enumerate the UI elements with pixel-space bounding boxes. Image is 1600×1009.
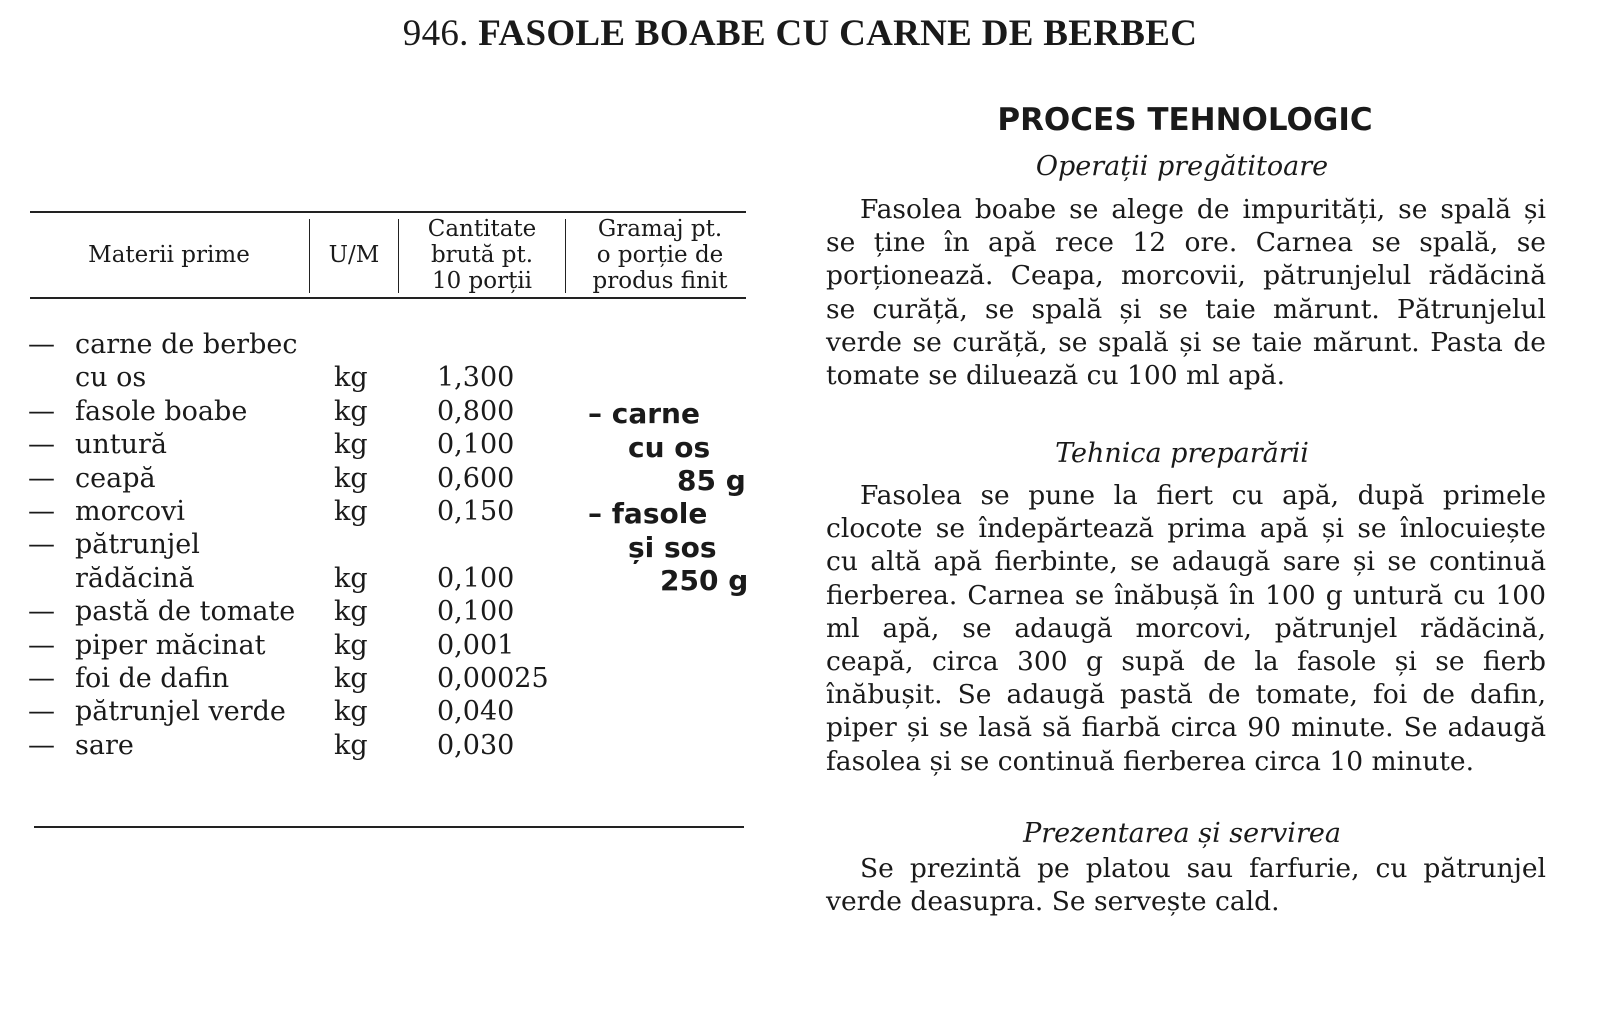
row-dash: — [28,395,55,427]
column-divider [565,219,566,293]
header-materials: Materii prime [88,242,250,268]
portion-beans-label: – fasole [588,497,708,530]
ingredient-unit: kg [334,362,368,394]
ingredient-quantity: 1,300 [437,362,515,394]
ingredient-name: fasole boabe [75,395,248,427]
ingredient-quantity: 0,00025 [437,662,549,694]
recipe-title [0,12,1600,55]
table-row [0,662,760,695]
ingredient-quantity: 0,600 [437,462,515,494]
ingredient-unit: kg [334,395,368,427]
process-title: PROCES TEHNOLOGIC [997,102,1373,138]
portion-meat-sublabel: cu os [628,431,711,464]
ingredient-name: carne de berbec [75,329,298,360]
portion-beans-weight: 250 g [660,564,749,597]
ingredient-name: untură [75,429,168,461]
ingredient-quantity: 0,100 [437,562,515,594]
ingredient-unit: kg [334,596,368,628]
ingredient-quantity: 0,001 [437,629,515,661]
header-portion-weight: Gramaj pt. o porție de produs finit [592,216,728,294]
header-unit: U/M [328,242,380,268]
portion-meat-weight: 85 g [677,464,746,497]
ingredient-unit: kg [334,429,368,461]
ingredient-quantity: 0,030 [437,729,515,761]
ingredient-quantity: 0,100 [437,429,515,461]
row-dash: — [28,662,55,694]
ingredient-name: piper măcinat [75,629,266,661]
ingredient-quantity: 0,100 [437,596,515,628]
column-divider [398,219,399,293]
table-header-rule [30,297,746,299]
row-dash: — [28,696,55,728]
row-dash: — [28,629,55,661]
recipe-number: 946. [402,13,469,54]
ingredient-quantity: 0,150 [437,495,515,527]
table-row [0,328,760,361]
ingredient-quantity: 0,040 [437,696,515,728]
table-row [0,462,760,495]
column-divider [309,219,310,293]
ingredient-unit: kg [334,562,368,594]
ingredient-unit: kg [334,696,368,728]
table-row [0,562,760,595]
row-dash: — [28,329,55,360]
table-row [0,629,760,662]
ingredient-name: sare [75,729,134,761]
row-dash: — [28,596,55,628]
section-text-technique: Fasolea se pune la fiert cu apă, după primele clocote se îndepărtează prima apă și se înlocuiește cu altă apă fierbinte, se adaugă sare și se continuă fierberea. Carnea se înăbușă în 100 g untură cu 100 ml apă, se adaugă morcovi, pătrunjel rădăcină, ceapă, circa 300 g supă de la fasole și se fierb înăbușit. Se adaugă pastă de tomate, foi de dafin, piper și se lasă să fiarbă circa 90 minute. Se adaugă fasolea și se continuă fierberea circa 10 minute. [826,480,1546,777]
section-heading-technique: Tehnica preparării [1055,438,1309,469]
ingredient-name: pătrunjel [75,529,200,561]
header-gross-quantity: Cantitate brută pt. 10 porții [427,216,537,294]
recipe-name: FASOLE BOABE CU CARNE DE BERBEC [478,13,1198,54]
row-dash: — [28,429,55,461]
section-heading-preparation: Operații pregătitoare [1035,151,1329,182]
row-dash: — [28,462,55,494]
ingredient-unit: kg [334,662,368,694]
ingredient-name: pastă de tomate [75,596,296,628]
ingredient-unit: kg [334,729,368,761]
table-row [0,729,760,762]
ingredient-name: rădăcină [75,562,195,594]
table-top-rule [30,211,746,213]
row-dash: — [28,729,55,761]
table-row [0,695,760,728]
row-dash: — [28,529,55,561]
ingredient-unit: kg [334,629,368,661]
row-dash: — [28,495,55,527]
ingredient-quantity: 0,800 [437,395,515,427]
portion-meat-label: – carne [588,397,700,430]
ingredient-name: pătrunjel verde [75,696,286,728]
ingredient-name: foi de dafin [75,662,230,694]
ingredient-unit: kg [334,495,368,527]
ingredient-name: ceapă [75,462,156,494]
section-text-preparation: Fasolea boabe se alege de impurități, se spală și se ține în apă rece 12 ore. Carnea se spală, se porționează. Ceapa, morcovii, pătrunjelul rădăcină se curăță, se spală și se taie mărunt. Pătrunjelul verde se curăță, se spală și se taie mărunt. Pasta de tomate se diluează cu 100 ml apă. [826,194,1546,392]
portion-beans-sublabel: și sos [628,531,717,564]
ingredient-name: morcovi [75,495,186,527]
ingredient-unit: kg [334,462,368,494]
table-row [0,595,760,628]
ingredient-name: cu os [75,362,147,394]
table-bottom-rule [34,826,744,828]
section-heading-serving: Prezentarea și servirea [1023,818,1341,849]
table-row [0,361,760,394]
section-text-serving: Se prezintă pe platou sau farfurie, cu pătrunjel verde deasupra. Se servește cald. [826,853,1546,918]
